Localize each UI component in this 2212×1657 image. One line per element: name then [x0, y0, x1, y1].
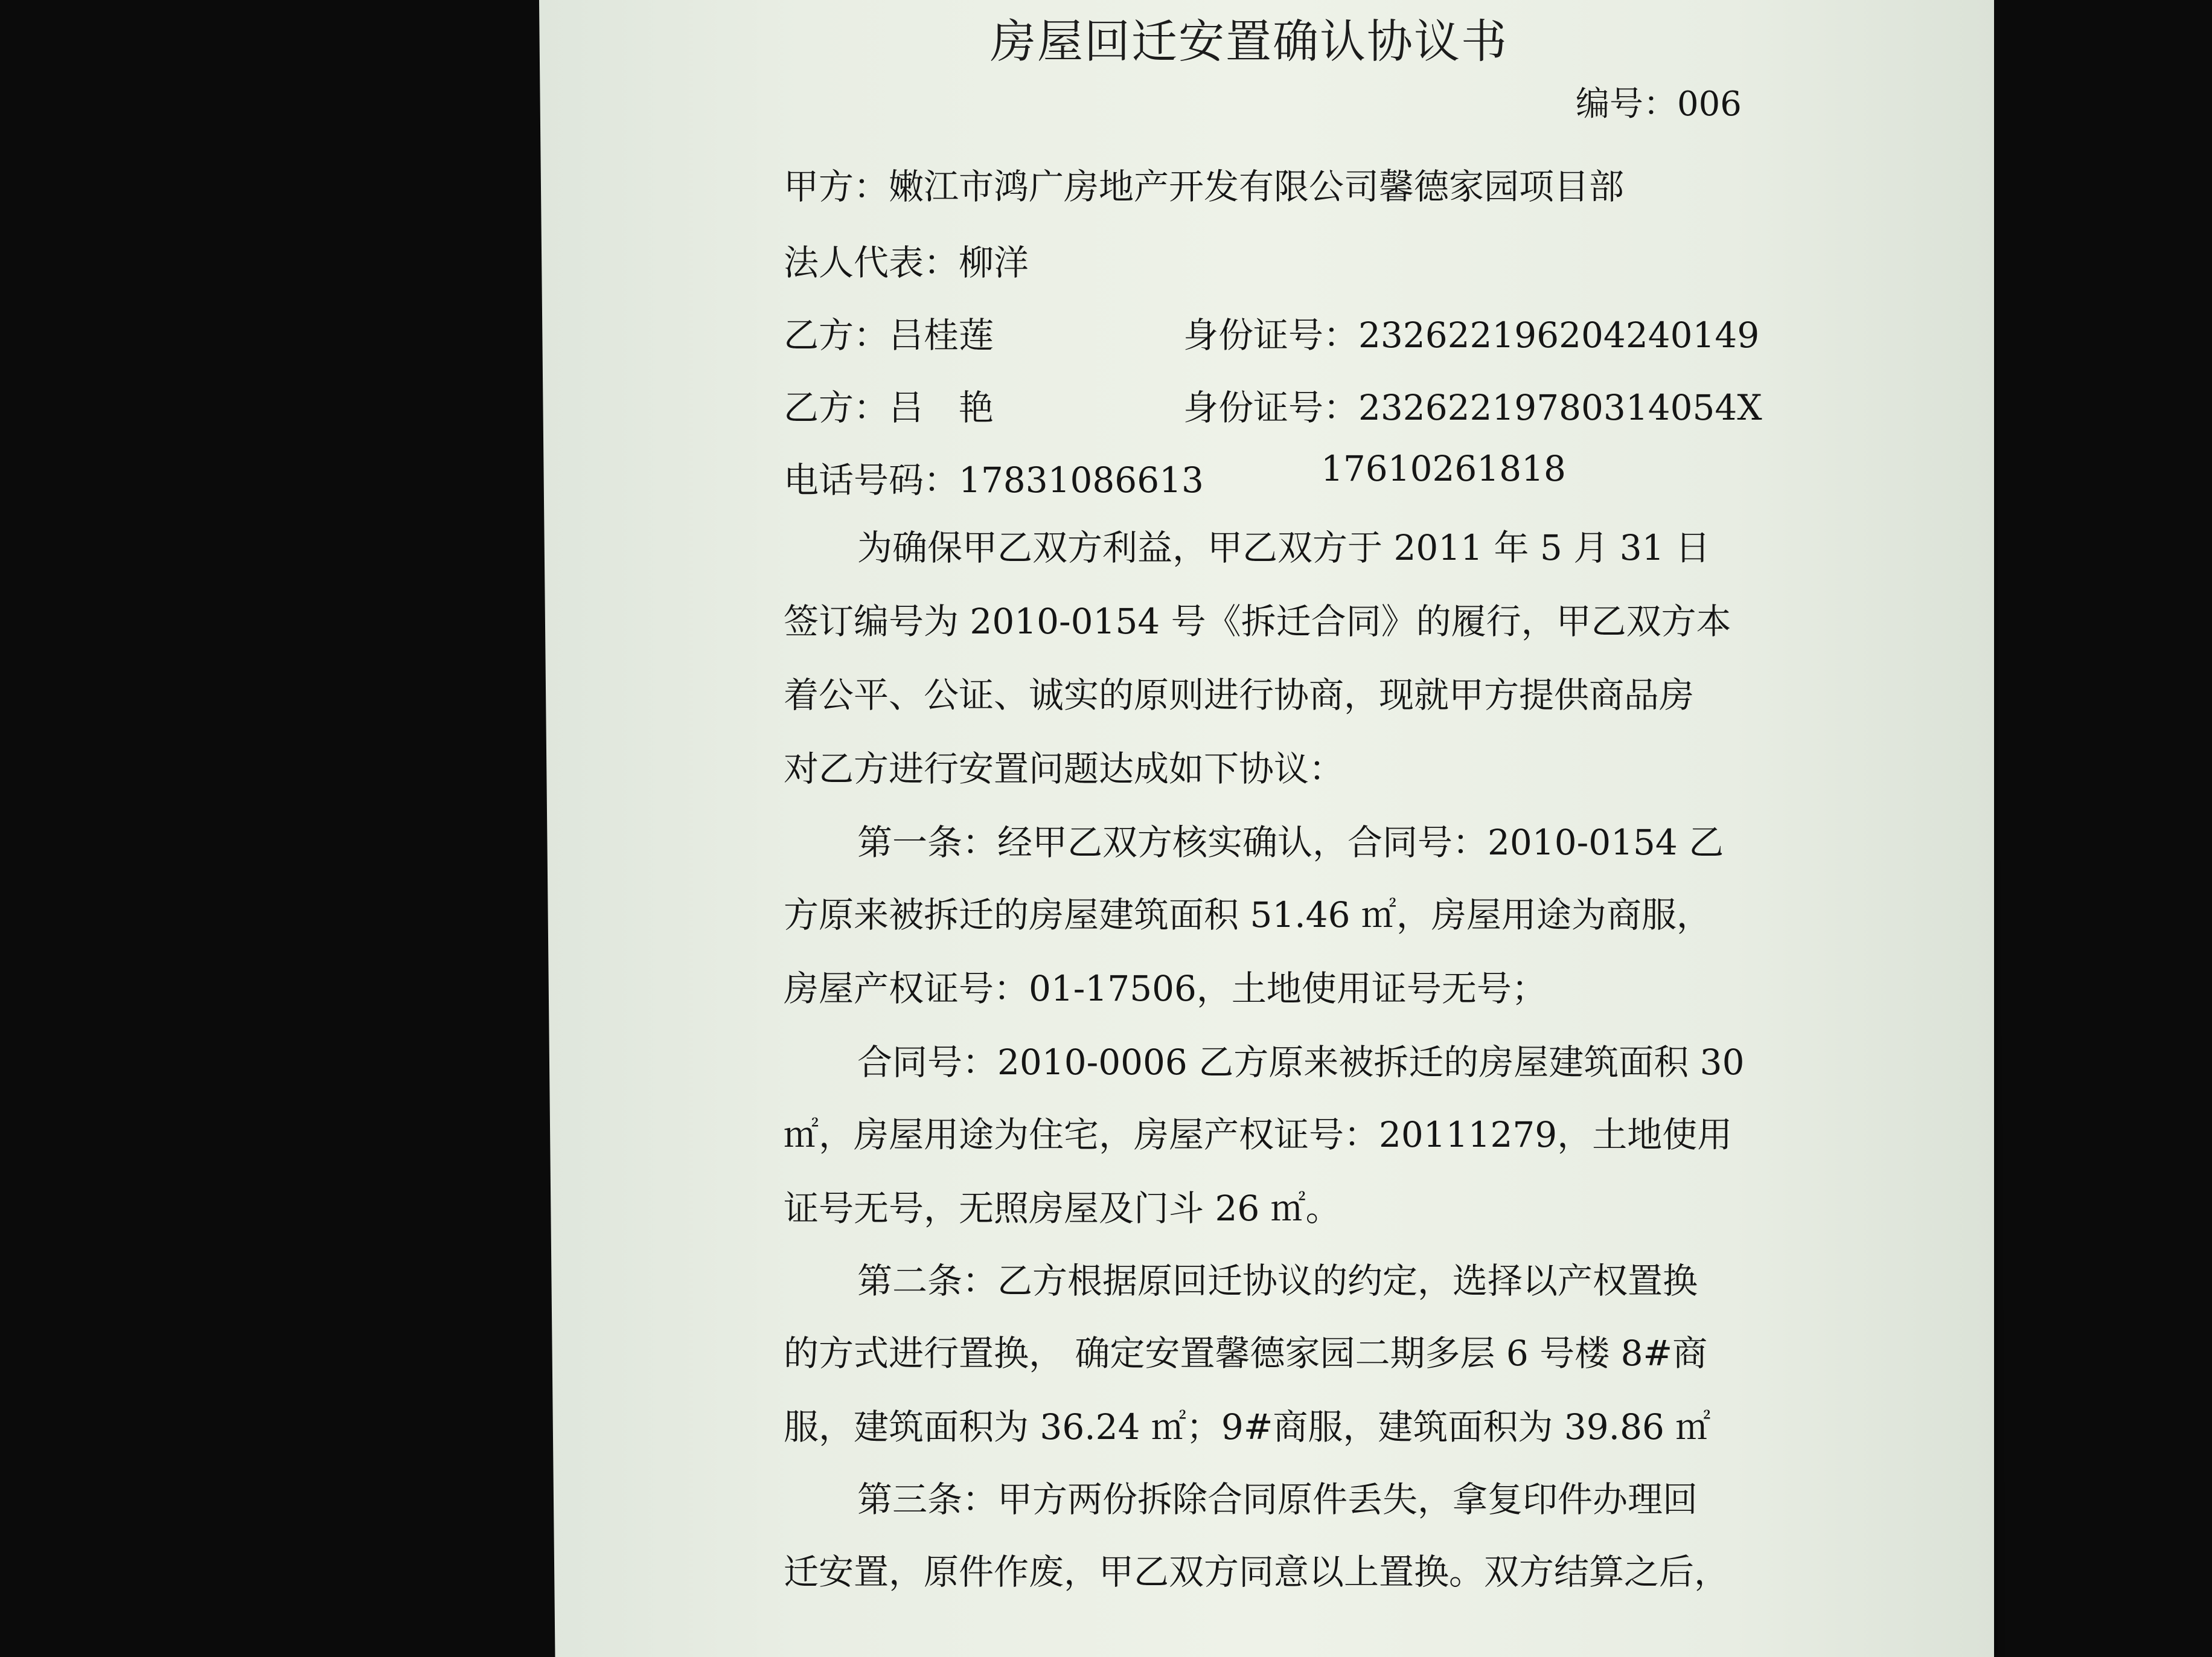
article-3-line: 迁安置，原件作废，甲乙双方同意以上置换。双方结算之后， — [784, 1551, 1730, 1592]
phone-number-line: 电话号码：17831086613 — [784, 460, 1204, 501]
party-b1-name: 乙方：吕桂莲 — [784, 315, 994, 356]
article-2-line: 服，建筑面积为 36.24 ㎡；9#商服，建筑面积为 39.86 ㎡ — [784, 1406, 1711, 1447]
article-1-line: 方原来被拆迁的房屋建筑面积 51.46 ㎡，房屋用途为商服， — [784, 894, 1712, 935]
article-1-line: 第一条：经甲乙双方核实确认，合同号：2010-0154 乙 — [857, 822, 1724, 863]
legal-representative-line: 法人代表：柳洋 — [784, 242, 1029, 283]
article-1b-line: ㎡，房屋用途为住宅，房屋产权证号：20111279，土地使用 — [784, 1114, 1733, 1155]
intro-paragraph-line: 着公平、公证、诚实的原则进行协商，现就甲方提供商品房 — [784, 675, 1695, 716]
intro-paragraph-line: 为确保甲乙双方利益，甲乙双方于 2011 年 5 月 31 日 — [857, 527, 1710, 568]
party-b2-id-number: 身份证号：23262219780314054X — [1183, 387, 1762, 428]
party-b1-id-number: 身份证号：232622196204240149 — [1183, 315, 1760, 356]
article-1-line: 房屋产权证号：01-17506，土地使用证号无号； — [784, 968, 1547, 1009]
article-1b-line: 证号无号，无照房屋及门斗 26 ㎡。 — [784, 1188, 1341, 1229]
article-2-line: 第二条：乙方根据原回迁协议的约定，选择以产权置换 — [857, 1260, 1698, 1301]
article-1b-line: 合同号：2010-0006 乙方原来被拆迁的房屋建筑面积 30 — [857, 1042, 1745, 1083]
party-b2-name: 乙方：吕 艳 — [784, 387, 994, 428]
document-serial-number: 编号：006 — [1576, 85, 1742, 124]
second-phone-number: 17610261818 — [1321, 448, 1566, 489]
article-3-line: 第三条：甲方两份拆除合同原件丢失，拿复印件办理回 — [857, 1479, 1698, 1520]
intro-paragraph-line: 签订编号为 2010-0154 号《拆迁合同》的履行，甲乙双方本 — [784, 601, 1731, 642]
document-title: 房屋回迁安置确认协议书 — [990, 14, 1508, 68]
party-a-line: 甲方：嫩江市鸿广房地产开发有限公司馨德家园项目部 — [784, 166, 1625, 207]
intro-paragraph-line: 对乙方进行安置问题达成如下协议： — [784, 748, 1344, 789]
article-2-line: 的方式进行置换， 确定安置馨德家园二期多层 6 号楼 8#商 — [784, 1333, 1708, 1374]
